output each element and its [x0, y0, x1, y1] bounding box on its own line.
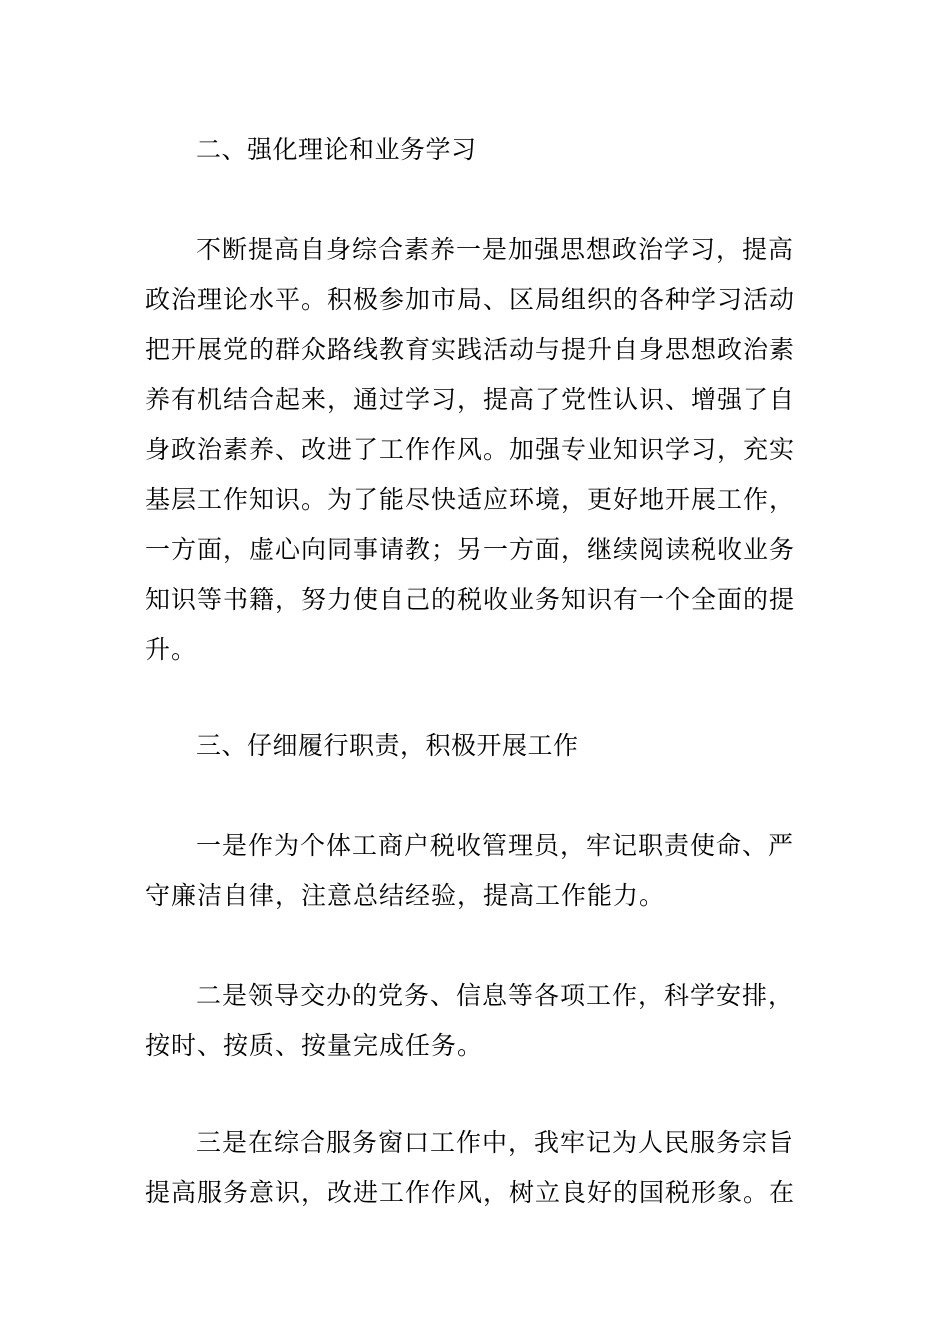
paragraph-line: 守廉洁自律，注意总结经验，提高工作能力。: [145, 881, 666, 910]
section-heading-3: 三、仔细履行职责，积极开展工作: [196, 731, 579, 760]
paragraph-line: 升。: [145, 635, 198, 664]
paragraph-duty-2: [145, 971, 805, 1071]
paragraph-line: 把开展党的群众路线教育实践活动与提升自身思想政治素: [145, 335, 796, 364]
section-heading-2: 二、强化理论和业务学习: [196, 135, 477, 164]
paragraph-line: 不断提高自身综合素养一是加强思想政治学习，提高: [196, 235, 795, 264]
paragraph-line: 三是在综合服务窗口工作中，我牢记为人民服务宗旨: [196, 1128, 795, 1157]
paragraph-line: 养有机结合起来，通过学习，提高了党性认识、增强了自: [145, 385, 796, 414]
paragraph-line: 按时、按质、按量完成任务。: [145, 1031, 484, 1060]
paragraph-line: 基层工作知识。为了能尽快适应环境，更好地开展工作，: [145, 485, 796, 514]
paragraph-theory-study: [145, 225, 805, 675]
paragraph-line: 提高服务意识，改进工作作风，树立良好的国税形象。在: [145, 1178, 796, 1207]
paragraph-line: 二是领导交办的党务、信息等各项工作，科学安排，: [196, 981, 795, 1010]
paragraph-line: 身政治素养、改进了工作作风。加强专业知识学习，充实: [145, 435, 796, 464]
paragraph-duty-3: [145, 1118, 805, 1218]
paragraph-line: 政治理论水平。积极参加市局、区局组织的各种学习活动: [145, 285, 796, 314]
paragraph-line: 一方面，虚心向同事请教；另一方面，继续阅读税收业务: [145, 535, 796, 564]
paragraph-line: 一是作为个体工商户税收管理员，牢记职责使命、严: [196, 831, 795, 860]
paragraph-line: 知识等书籍，努力使自己的税收业务知识有一个全面的提: [145, 585, 796, 614]
paragraph-duty-1: [145, 821, 805, 921]
